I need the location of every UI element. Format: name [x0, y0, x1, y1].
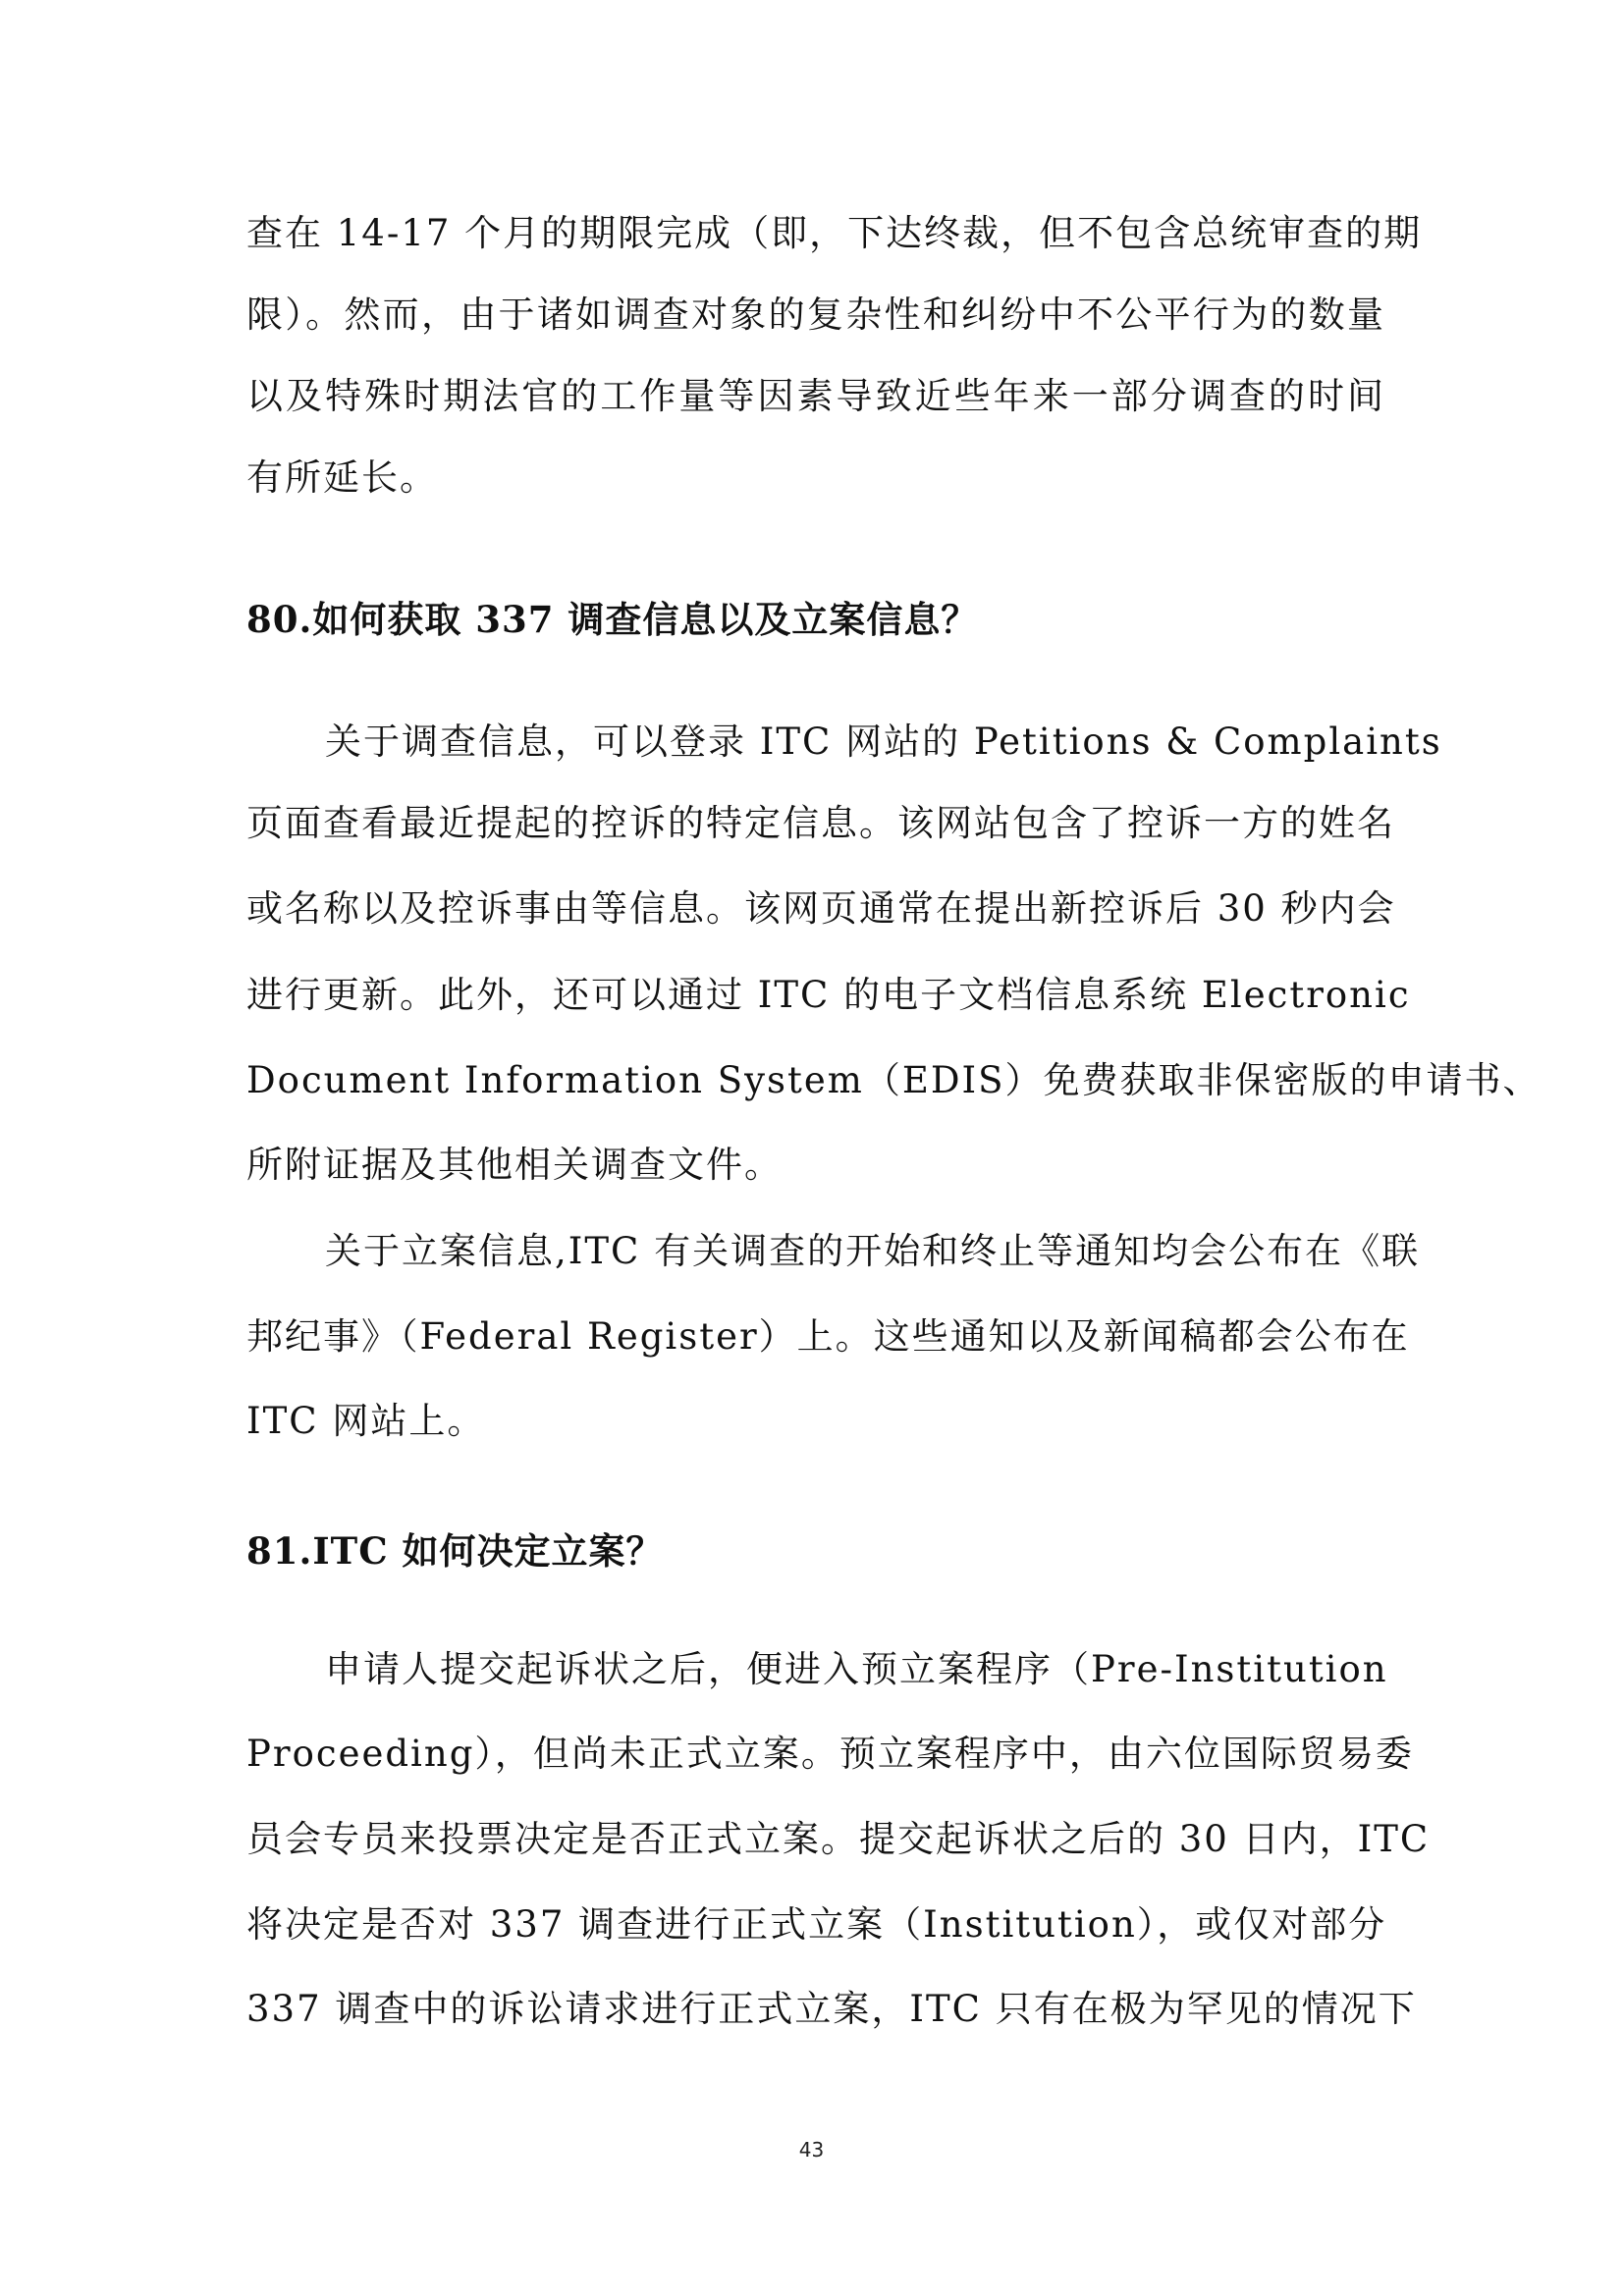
paragraph-line: 所附证据及其他相关调查文件。 — [246, 1144, 783, 1186]
paragraph-line: 邦纪事》（Federal Register）上。这些通知以及新闻稿都会公布在 — [246, 1315, 1410, 1358]
paragraph-line: Proceeding），但尚未正式立案。预立案程序中，由六位国际贸易委 — [246, 1733, 1414, 1775]
paragraph-line: 有所延长。 — [246, 456, 438, 499]
paragraph-line: 以及特殊时期法官的工作量等因素导致近些年来一部分调查的时间 — [246, 375, 1385, 417]
paragraph-line: 337 调查中的诉讼请求进行正式立案，ITC 只有在极为罕见的情况下 — [246, 1988, 1417, 2030]
paragraph-line: 或名称以及控诉事由等信息。该网页通常在提出新控诉后 30 秒内会 — [246, 887, 1396, 930]
paragraph-line: ITC 网站上。 — [246, 1400, 486, 1442]
section-heading-80: 80.如何获取 337 调查信息以及立案信息？ — [246, 598, 979, 641]
paragraph-line: 页面查看最近提起的控诉的特定信息。该网站包含了控诉一方的姓名 — [246, 802, 1395, 844]
paragraph-line: 申请人提交起诉状之后，便进入预立案程序（Pre-Institution — [325, 1648, 1388, 1690]
page-number: 43 — [798, 2138, 825, 2162]
paragraph-line: 将决定是否对 337 调查进行正式立案（Institution），或仅对部分 — [246, 1903, 1387, 1946]
paragraph-line: 限）。然而，由于诸如调查对象的复杂性和纠纷中不公平行为的数量 — [246, 294, 1385, 336]
paragraph-line: 查在 14-17 个月的期限完成（即，下达终裁，但不包含总统审查的期 — [246, 212, 1423, 254]
paragraph-line: 关于立案信息,ITC 有关调查的开始和终止等通知均会公布在《联 — [325, 1230, 1421, 1272]
paragraph-line: 进行更新。此外，还可以通过 ITC 的电子文档信息系统 Electronic — [246, 974, 1411, 1016]
paragraph-line: 员会专员来投票决定是否正式立案。提交起诉状之后的 30 日内，ITC — [246, 1818, 1431, 1860]
paragraph-line: Document Information System（EDIS）免费获取非保密版的申请书、 — [246, 1059, 1542, 1101]
paragraph-line: 关于调查信息，可以登录 ITC 网站的 Petitions & Complaints — [325, 721, 1442, 763]
section-heading-81: 81.ITC 如何决定立案？ — [246, 1529, 664, 1573]
